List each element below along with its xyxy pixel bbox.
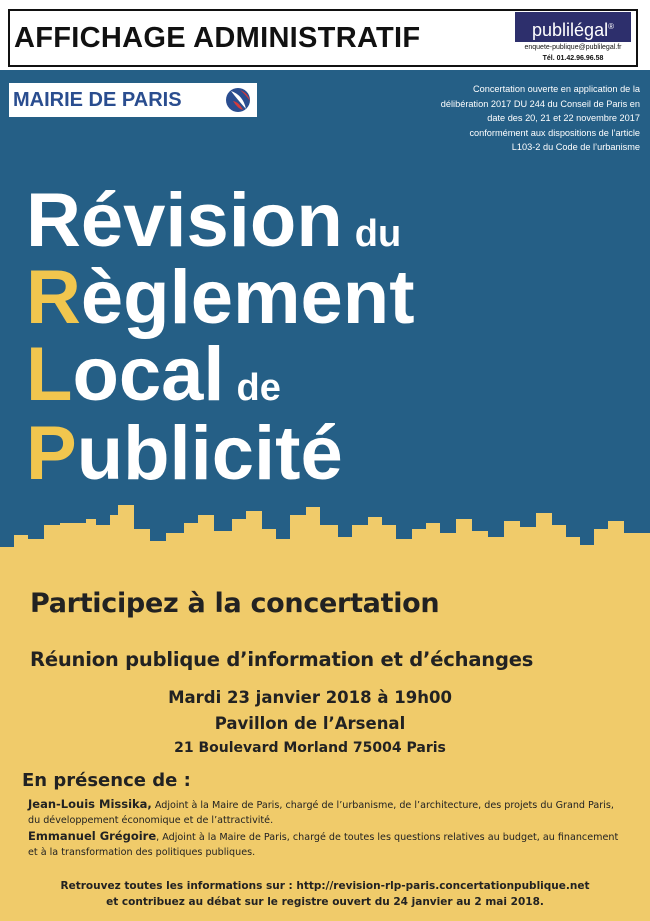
- person-gregoire: [28, 829, 628, 860]
- footer-register: et contribuez au débat sur le registre ouvert du 24 janvier au 2 mai 2018.: [106, 896, 544, 908]
- title-du: du: [354, 213, 402, 255]
- title-initial-p: P: [26, 411, 77, 496]
- legal-note: [380, 82, 640, 155]
- event-address: 21 Boulevard Morland 75004 Paris: [174, 740, 446, 756]
- reunion-subtitle: Réunion publique d’information et d’échanges: [30, 648, 534, 671]
- mairie-de-paris-logo-icon: [222, 85, 254, 115]
- title-local: ocal: [72, 332, 225, 417]
- person-role: Adjoint à la Maire de Paris, chargé de l’urbanisme, de l’architecture, des projets du Grand Paris, du développement économique et de l’attractivité.: [28, 800, 614, 826]
- title-initial-l: L: [26, 332, 73, 417]
- legal-note-line: Concertation ouverte en application de la: [472, 84, 640, 94]
- title-revision: Révision: [26, 178, 343, 263]
- publilegal-name: publilégal: [532, 20, 609, 40]
- event-venue: Pavillon de l’Arsenal: [214, 714, 406, 733]
- title-line-4: [26, 411, 343, 496]
- person-role: , Adjoint à la Maire de Paris, chargé de toutes les questions relatives au budget, au financement et à la transformation des politiques publiques.: [28, 832, 619, 858]
- footer-info-link[interactable]: Retrouvez toutes les informations sur : http://revision-rlp-paris.concertationpublique.net: [60, 880, 590, 892]
- title-line-2: [26, 255, 415, 340]
- title-line-1: [26, 178, 402, 263]
- legal-note-line: délibération 2017 DU 244 du Conseil de Paris en: [440, 98, 640, 109]
- mairie-badge: [9, 83, 257, 117]
- publilegal-email[interactable]: enquete-publique@publilegal.fr: [524, 44, 622, 51]
- person-name: Jean-Louis Missika,: [28, 797, 152, 811]
- title-line-3: [26, 332, 281, 417]
- person-name: Emmanuel Grégoire: [28, 829, 157, 843]
- legal-note-line: conformément aux dispositions de l’article: [469, 127, 640, 138]
- presence-heading: En présence de :: [22, 770, 191, 791]
- publilegal-logo: [515, 12, 631, 42]
- person-missika: [28, 797, 628, 828]
- mairie-label: MAIRIE DE PARIS: [13, 89, 182, 111]
- legal-note-line: date des 20, 21 et 22 novembre 2017: [487, 113, 640, 123]
- title-initial-r: R: [26, 255, 81, 340]
- title-de: de: [236, 367, 281, 409]
- publilegal-tel: Tél. 01.42.96.96.58: [542, 55, 604, 62]
- participez-heading: Participez à la concertation: [30, 588, 440, 619]
- city-skyline-icon: [0, 495, 650, 575]
- publilegal-mark: ®: [608, 22, 614, 31]
- title-reglement: èglement: [80, 255, 415, 340]
- affichage-title: AFFICHAGE ADMINISTRATIF: [14, 22, 421, 54]
- event-date: Mardi 23 janvier 2018 à 19h00: [168, 688, 452, 707]
- legal-note-line: L103-2 du Code de l’urbanisme: [511, 142, 640, 152]
- title-publicite: ublicité: [76, 411, 343, 496]
